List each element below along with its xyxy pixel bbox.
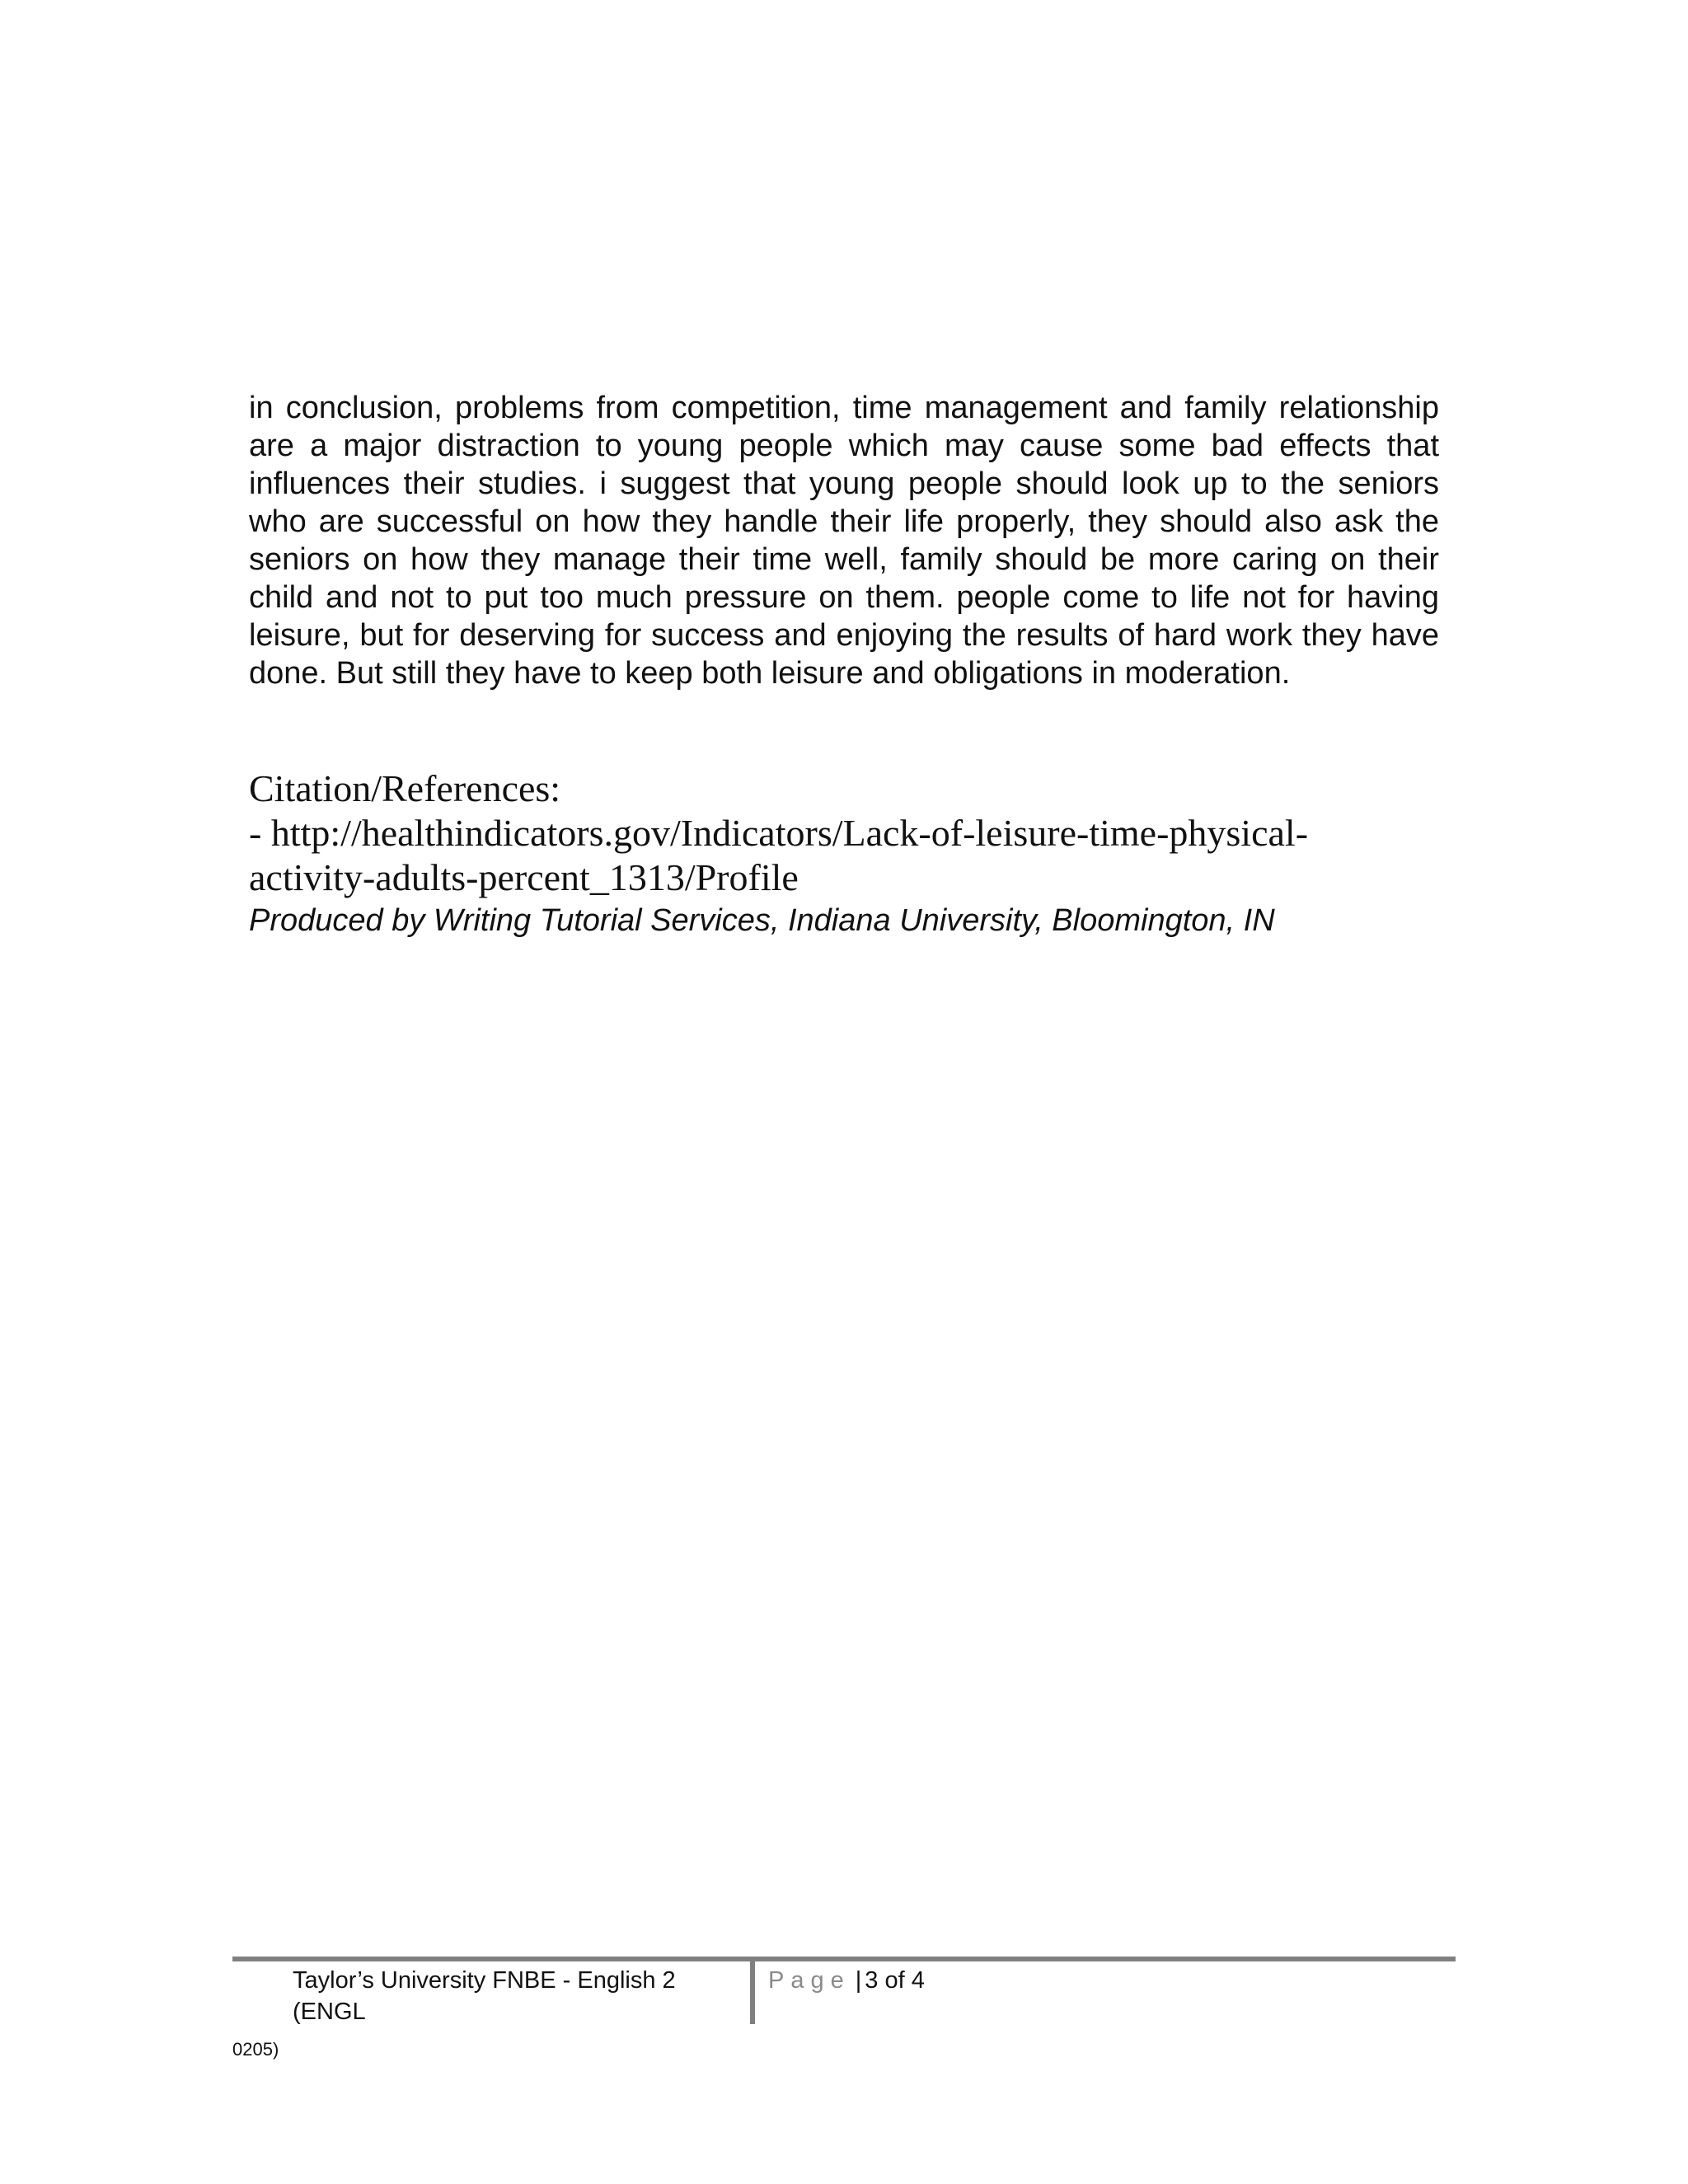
footer-divider xyxy=(750,1961,755,2024)
footer-course-info xyxy=(232,1965,743,2064)
footer-page-separator: | xyxy=(855,1967,862,1994)
references-section xyxy=(249,766,1485,940)
footer-rule xyxy=(232,1957,1456,1961)
reference-credit: Produced by Writing Tutorial Services, Indiana University, Bloomington, IN xyxy=(249,903,1275,938)
references-heading: Citation/References: xyxy=(249,767,561,809)
footer-page-number xyxy=(768,1965,925,1996)
reference-link: - http://healthindicators.gov/Indicators/Lack-of-leisure-time-physical-activity-adults-percent_1313/Profile xyxy=(249,812,1309,898)
conclusion-paragraph: in conclusion, problems from competition, time management and family relationship are a major distraction to young people which may cause some bad effects that influences their studies. i suggest that young people should look up to the seniors who are successful on how they handle their life properly, they should also ask the seniors on how they manage their time well, family should be more caring on their child and not to put too much pressure on them. people come to life not for having leisure, but for deserving for success and enjoying the results of hard work they have done. But still they have to keep both leisure and obligations in moderation. xyxy=(249,391,1439,691)
footer-course-line1: Taylor’s University FNBE - English 2 (ENGL xyxy=(293,1967,676,2025)
footer-page-count: 3 of 4 xyxy=(865,1967,925,1994)
footer-course-line2: 0205) xyxy=(232,2039,279,2060)
footer-page-label: Page xyxy=(768,1967,851,1994)
